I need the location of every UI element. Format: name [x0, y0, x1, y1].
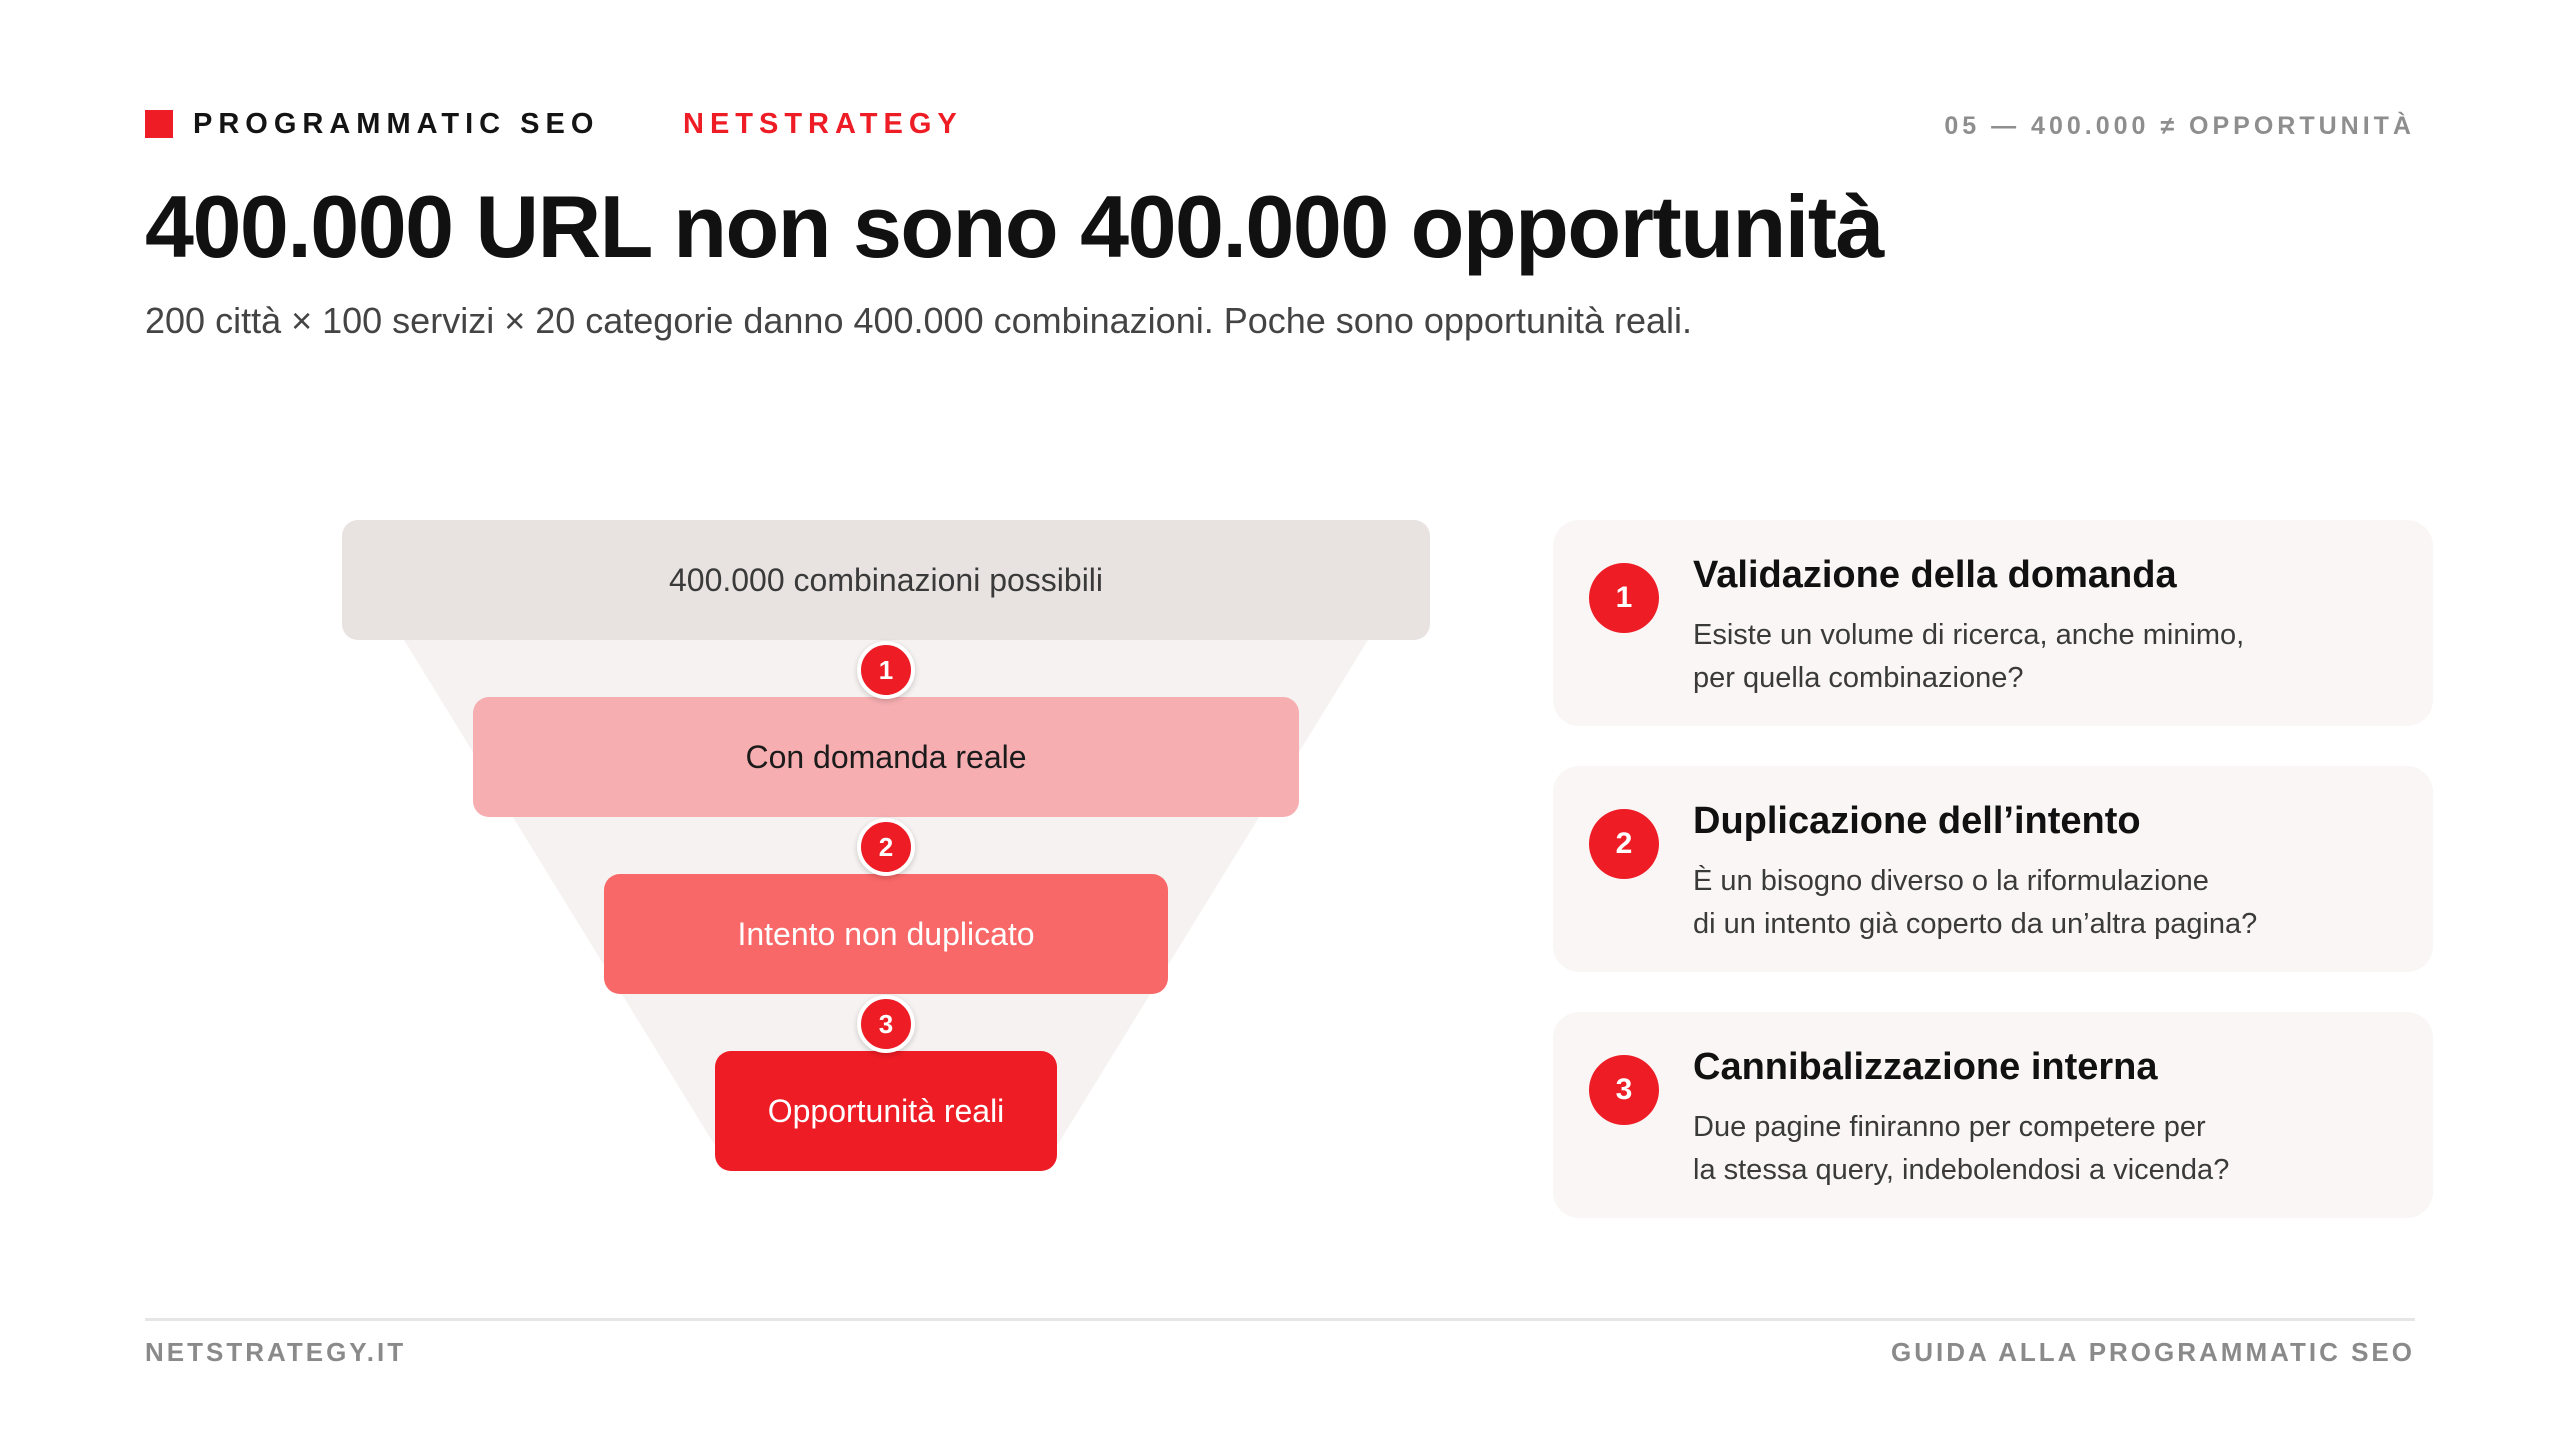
criterion-description [1693, 1106, 2413, 1192]
criterion-number-badge: 1 [1589, 563, 1659, 633]
top-bar [145, 104, 2415, 144]
page-title: 400.000 URL non sono 400.000 opportunità [145, 177, 1883, 276]
criterion-card-demand [1553, 520, 2433, 726]
funnel-step-2-badge: 2 [857, 818, 915, 876]
slide-reference: 05 — 400.000 ≠ OPPORTUNITÀ [1944, 112, 2415, 140]
funnel-diagram [342, 520, 1430, 1170]
criterion-text-line: Esiste un volume di ricerca, anche minimo, [1693, 619, 2245, 651]
funnel-stage-real-opportunities: Opportunità reali [715, 1051, 1057, 1171]
criterion-text-line: Due pagine finiranno per competere per [1693, 1111, 2206, 1143]
criterion-text-line: di un intento già coperto da un’altra pagina? [1693, 908, 2258, 940]
criterion-number-badge: 2 [1589, 809, 1659, 879]
funnel-stage-real-demand: Con domanda reale [473, 697, 1299, 817]
funnel-stage-all-combinations: 400.000 combinazioni possibili [342, 520, 1430, 640]
footer-divider [145, 1318, 2415, 1321]
criterion-card-intent [1553, 766, 2433, 972]
criterion-title: Duplicazione dell’intento [1693, 800, 2141, 842]
page-subtitle: 200 città × 100 servizi × 20 categorie danno 400.000 combinazioni. Poche sono opportunità reali. [145, 300, 1693, 341]
criterion-description [1693, 860, 2413, 946]
criterion-title: Cannibalizzazione interna [1693, 1046, 2158, 1088]
criterion-text-line: È un bisogno diverso o la riformulazione [1693, 865, 2209, 897]
funnel-stage-unique-intent: Intento non duplicato [604, 874, 1168, 994]
funnel-step-3-badge: 3 [857, 995, 915, 1053]
section-label: PROGRAMMATIC SEO [193, 108, 600, 140]
criterion-number-badge: 3 [1589, 1055, 1659, 1125]
criterion-text-line: per quella combinazione? [1693, 662, 2024, 694]
footer-website: NETSTRATEGY.IT [145, 1337, 407, 1367]
footer-guide-title: GUIDA ALLA PROGRAMMATIC SEO [1891, 1337, 2415, 1367]
brand-square-icon [145, 110, 173, 138]
brand-name: NETSTRATEGY [683, 108, 963, 140]
criterion-description [1693, 614, 2413, 700]
funnel-step-1-badge: 1 [857, 641, 915, 699]
criterion-card-cannibalization [1553, 1012, 2433, 1218]
criterion-title: Validazione della domanda [1693, 554, 2177, 596]
criterion-text-line: la stessa query, indebolendosi a vicenda? [1693, 1154, 2230, 1186]
